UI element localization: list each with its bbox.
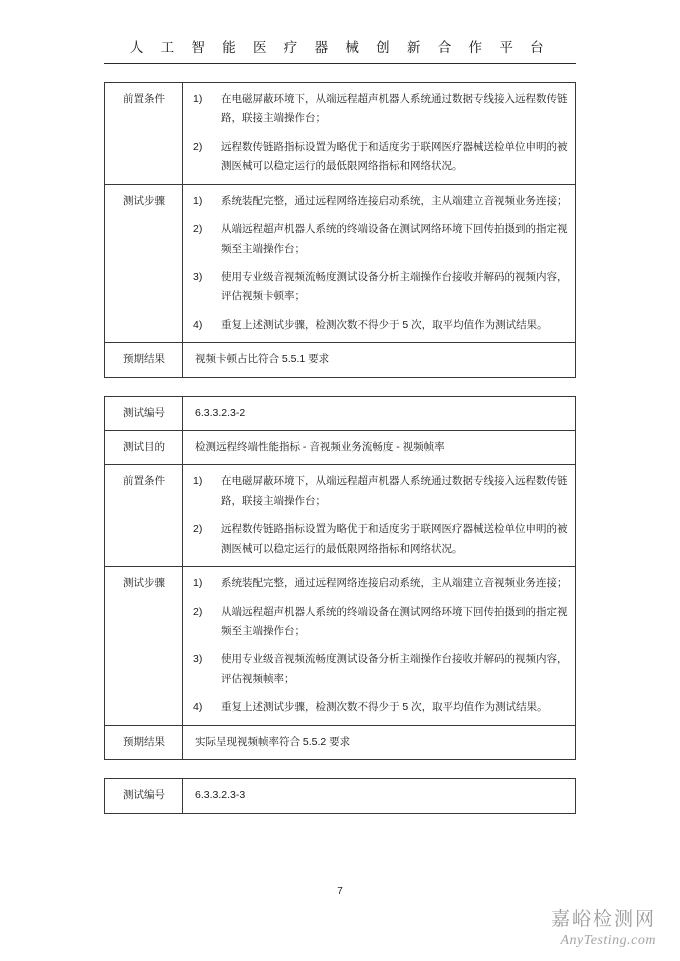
list-marker: 2)	[193, 523, 203, 536]
list-text: 重复上述测试步骤，检测次数不得少于 5 次，取平均值作为测试结果。	[221, 701, 548, 714]
list-marker: 1)	[193, 93, 203, 105]
watermark-chinese: 嘉峪检测网	[550, 908, 656, 930]
table-row	[105, 567, 576, 726]
list-marker: 2)	[193, 140, 203, 153]
list-text: 系统装配完整，通过远程网络连接启动系统，主从端建立音视频业务连接；	[221, 194, 568, 207]
list-marker: 2)	[193, 223, 203, 236]
row-label: 测试步骤	[105, 567, 183, 726]
list-item	[191, 220, 568, 259]
table-row	[105, 779, 576, 813]
watermark	[551, 904, 656, 949]
list-text: 系统装配完整，通过远程网络连接启动系统，主从端建立音视频业务连接；	[221, 577, 568, 590]
list-text: 从端远程超声机器人系统的终端设备在测试网络环境下回传拍摄到的指定视频至主端操作台；	[221, 605, 568, 638]
list-item	[191, 472, 568, 511]
table-row	[105, 343, 576, 377]
row-label: 测试目的	[105, 431, 183, 465]
numbered-list	[191, 90, 568, 177]
list-text: 远程数传链路指标设置为略优于和适度劣于联网医疗器械送检单位申明的被测医械可以稳定运行的最低限网络指标和网络状况。	[221, 523, 568, 555]
list-text: 从端远程超声机器人系统的终端设备在测试网络环境下回传拍摄到的指定视频至主端操作台；	[221, 223, 568, 255]
list-item	[191, 90, 568, 129]
list-marker: 1)	[193, 194, 203, 207]
list-marker: 3)	[193, 653, 203, 666]
row-content	[183, 465, 576, 567]
list-item	[191, 316, 568, 335]
page-header-title: 人 工 智 能 医 疗 器 械 创 新 合 作 平 台	[104, 36, 576, 64]
row-value: 6.3.3.2.3-3	[183, 779, 576, 813]
list-marker: 2)	[193, 605, 203, 618]
row-label: 前置条件	[105, 465, 183, 567]
table-row	[105, 83, 576, 185]
list-text: 远程数传链路指标设置为略优于和适度劣于联网医疗器械送检单位申明的被测医械可以稳定运行的最低限网络指标和网络状况。	[221, 140, 568, 173]
list-text: 在电磁屏蔽环境下，从端远程超声机器人系统通过数据专线接入远程数传链路，联接主端操作台；	[221, 475, 568, 507]
list-item	[191, 698, 568, 717]
row-value: 实际呈现视频帧率符合 5.5.2 要求	[183, 725, 576, 759]
test-case-table-2	[104, 396, 576, 760]
numbered-list	[191, 472, 568, 559]
table-row	[105, 725, 576, 759]
page-number: 7	[337, 886, 343, 897]
list-text: 使用专业级音视频流畅度测试设备分析主端操作台接收并解码的视频内容，评估视频帧率；	[221, 653, 568, 685]
list-marker: 4)	[193, 701, 203, 714]
table-row	[105, 184, 576, 343]
list-marker: 1)	[193, 475, 203, 488]
numbered-list	[191, 192, 568, 336]
list-text: 重复上述测试步骤，检测次数不得少于 5 次，取平均值作为测试结果。	[221, 318, 548, 331]
row-content	[183, 184, 576, 343]
watermark-english: AnyTesting.com	[560, 933, 656, 948]
row-content	[183, 567, 576, 726]
list-text: 在电磁屏蔽环境下，从端远程超声机器人系统通过数据专线接入远程数传链路，联接主端操作台；	[221, 93, 568, 125]
test-case-table-3	[104, 778, 576, 813]
list-marker: 3)	[193, 270, 203, 283]
list-marker: 4)	[193, 318, 203, 331]
row-label: 预期结果	[105, 343, 183, 377]
row-value: 视频卡顿占比符合 5.5.1 要求	[183, 343, 576, 377]
table-row	[105, 396, 576, 430]
table-row	[105, 465, 576, 567]
list-item	[191, 268, 568, 307]
list-item	[191, 574, 568, 593]
row-label: 测试步骤	[105, 184, 183, 343]
list-item	[191, 520, 568, 559]
numbered-list	[191, 574, 568, 718]
list-item	[191, 138, 568, 177]
test-case-table-1	[104, 82, 576, 378]
list-item	[191, 650, 568, 689]
list-item	[191, 603, 568, 642]
list-item	[191, 192, 568, 211]
row-value: 检测远程终端性能指标 - 音视频业务流畅度 - 视频帧率	[183, 431, 576, 465]
table-row	[105, 431, 576, 465]
row-value: 6.3.3.2.3-2	[183, 396, 576, 430]
row-label: 前置条件	[105, 83, 183, 185]
row-label: 测试编号	[105, 396, 183, 430]
list-text: 使用专业级音视频流畅度测试设备分析主端操作台接收并解码的视频内容，评估视频卡顿率；	[221, 270, 568, 303]
row-label: 预期结果	[105, 725, 183, 759]
row-label: 测试编号	[105, 779, 183, 813]
list-marker: 1)	[193, 577, 203, 590]
row-content	[183, 83, 576, 185]
